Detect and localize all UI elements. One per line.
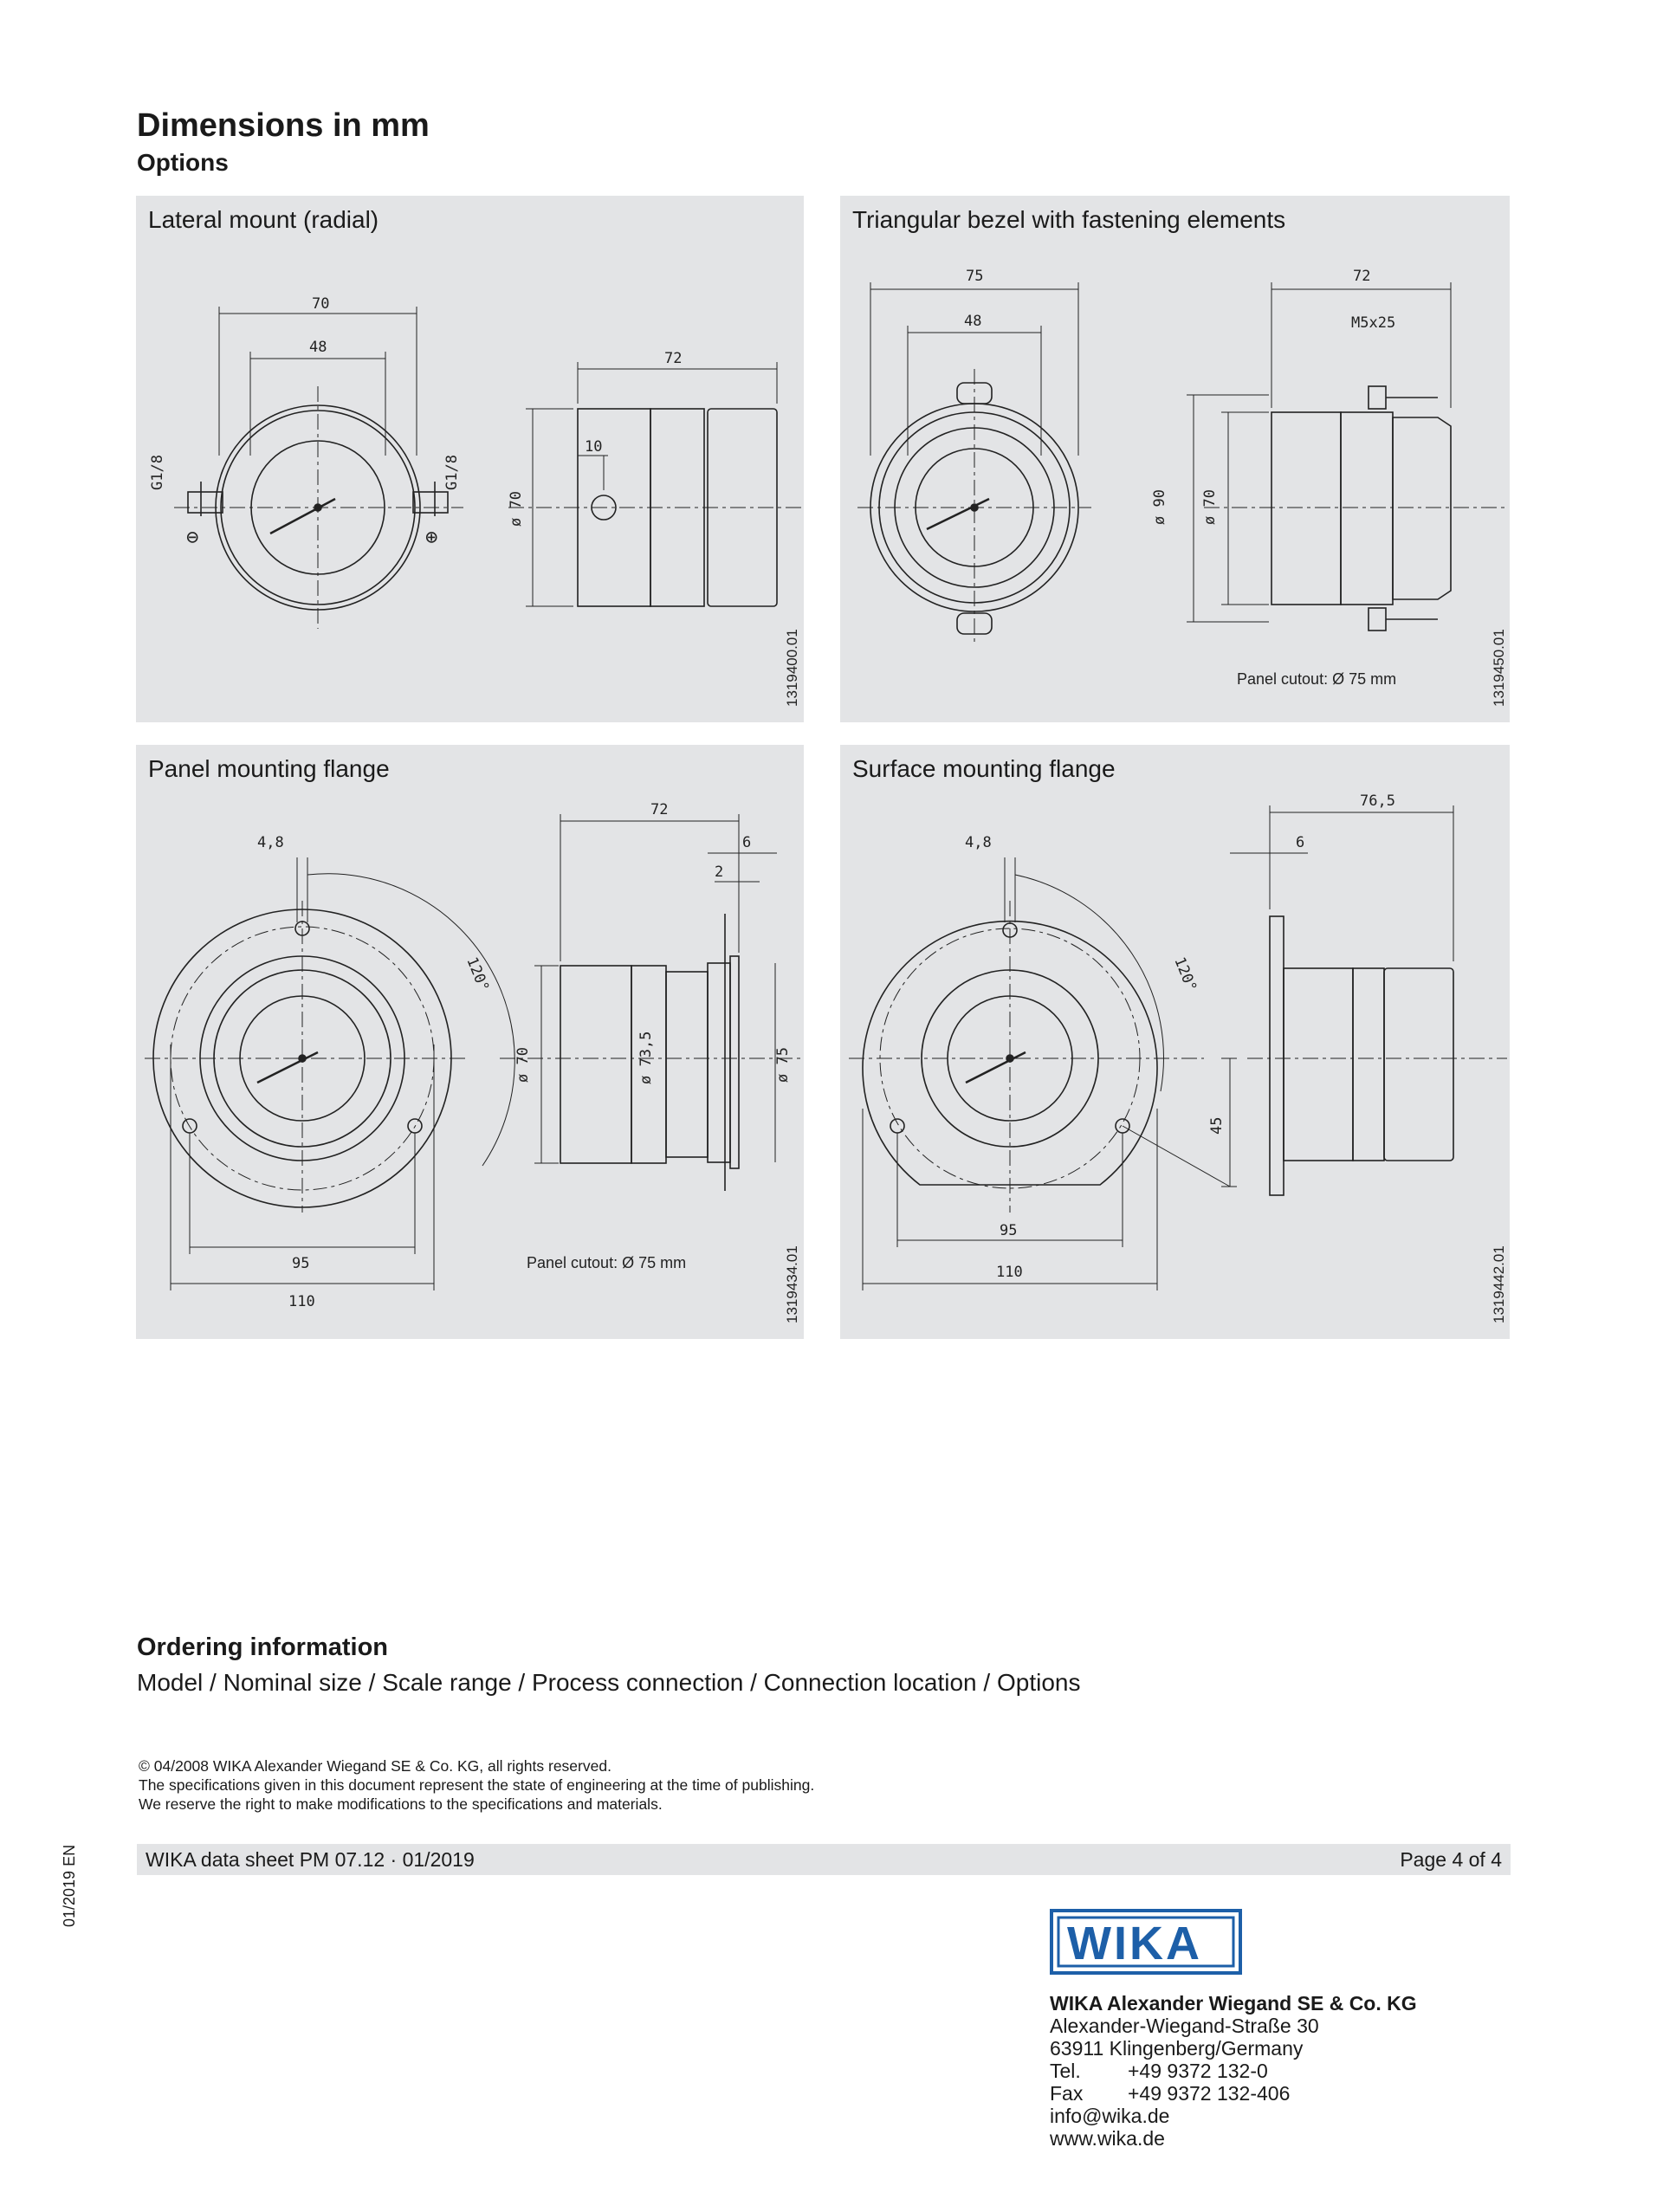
company-fax [1050,2082,1417,2105]
dim-dia70: ø 70 [514,1047,532,1083]
ordering-text: Model / Nominal size / Scale range / Process connection / Connection location / Options [137,1669,1081,1696]
panel-title: Triangular bezel with fastening elements [852,206,1286,233]
company-email[interactable]: info@wika.de [1050,2105,1170,2127]
panel-mounting-flange [136,745,804,1339]
page-title: Dimensions in mm [137,107,430,144]
company-name: WIKA Alexander Wiegand SE & Co. KG [1050,1992,1417,2015]
company-street: Alexander-Wiegand-Straße 30 [1050,2015,1319,2037]
dim-angle: 120° [463,954,493,994]
company-tel [1050,2060,1417,2082]
dim-110: 110 [288,1293,315,1310]
dim-4-8: 4,8 [965,834,992,851]
panel-cutout-note: Panel cutout: Ø 75 mm [1237,670,1397,688]
copyright-line: The specifications given in this document represent the state of engineering at the time of publishing. [139,1776,815,1794]
pointer [257,1052,318,1083]
plus-icon: ⊕ [425,525,438,549]
dim-70: 70 [312,295,330,313]
minus-icon: ⊖ [186,525,199,549]
tel-number: +49 9372 132-0 [1128,2060,1268,2082]
datasheet-id: WIKA data sheet PM 07.12 · 01/2019 [146,1848,475,1871]
fax-number: +49 9372 132-406 [1128,2082,1291,2105]
drawing-code: 1319442.01 [1491,1245,1507,1323]
wika-logo [1050,1909,1242,1975]
copyright-line: We reserve the right to make modifications to the specifications and materials. [139,1795,663,1813]
dim-angle: 120° [1170,954,1200,994]
dim-72: 72 [650,801,669,818]
dim-110: 110 [996,1264,1023,1281]
dim-m5x25: M5x25 [1351,314,1396,332]
pointer [966,1052,1026,1083]
fax-label: Fax [1050,2082,1084,2105]
dim-10: 10 [585,438,603,456]
company-web[interactable]: www.wika.de [1050,2127,1165,2150]
panel-title: Lateral mount (radial) [148,206,379,233]
pointer [270,499,335,534]
dim-6: 6 [1296,834,1305,851]
page-number: Page 4 of 4 [1400,1848,1502,1871]
panel-lateral-mount [136,196,804,722]
panel-title: Surface mounting flange [852,755,1116,782]
dim-48: 48 [309,339,327,356]
panel-flange-drawing [136,745,804,1339]
dim-72: 72 [664,350,683,367]
triangular-bezel-drawing [840,196,1510,722]
panel-cutout-note: Panel cutout: Ø 75 mm [527,1254,687,1271]
panel-triangular-bezel [840,196,1510,722]
ordering-title: Ordering information [137,1633,388,1661]
lateral-mount-drawing [136,196,804,722]
dim-48: 48 [964,313,982,330]
dim-dia70: ø 70 [1201,489,1219,525]
dim-dia70: ø 70 [508,491,525,527]
dim-4-8: 4,8 [257,834,284,851]
dim-95: 95 [292,1255,310,1272]
copyright-notice [139,1756,814,1814]
drawing-code: 1319450.01 [1491,629,1507,707]
dim-72: 72 [1353,268,1371,285]
dim-g18-left: G1/8 [149,455,166,490]
dim-dia90: ø 90 [1151,489,1168,525]
dim-dia75: ø 75 [774,1047,792,1083]
side-label: 01/2019 EN [61,1844,78,1927]
footer-bar [137,1844,1511,1875]
dim-45: 45 [1208,1116,1226,1135]
drawing-code: 1319434.01 [784,1245,800,1323]
dim-dia73-5: ø 73,5 [637,1031,655,1084]
logo-text: WIKA [1067,1918,1202,1969]
dim-2: 2 [715,863,724,881]
dim-6: 6 [742,834,752,851]
copyright-line: © 04/2008 WIKA Alexander Wiegand SE & Co. KG, all rights reserved. [139,1757,611,1775]
drawing-code: 1319400.01 [784,629,800,707]
surface-flange-drawing [840,745,1510,1339]
mounting-hole [890,1119,904,1133]
dim-76-5: 76,5 [1360,792,1395,810]
dim-g18-right: G1/8 [443,455,461,490]
company-address [1050,1992,1417,2150]
tel-label: Tel. [1050,2060,1081,2082]
dim-75: 75 [966,268,984,285]
company-city: 63911 Klingenberg/Germany [1050,2037,1304,2060]
page-subtitle: Options [137,149,229,176]
dim-95: 95 [1000,1222,1018,1239]
pointer [927,499,989,529]
panel-surface-flange [840,745,1510,1339]
panel-title: Panel mounting flange [148,755,390,782]
